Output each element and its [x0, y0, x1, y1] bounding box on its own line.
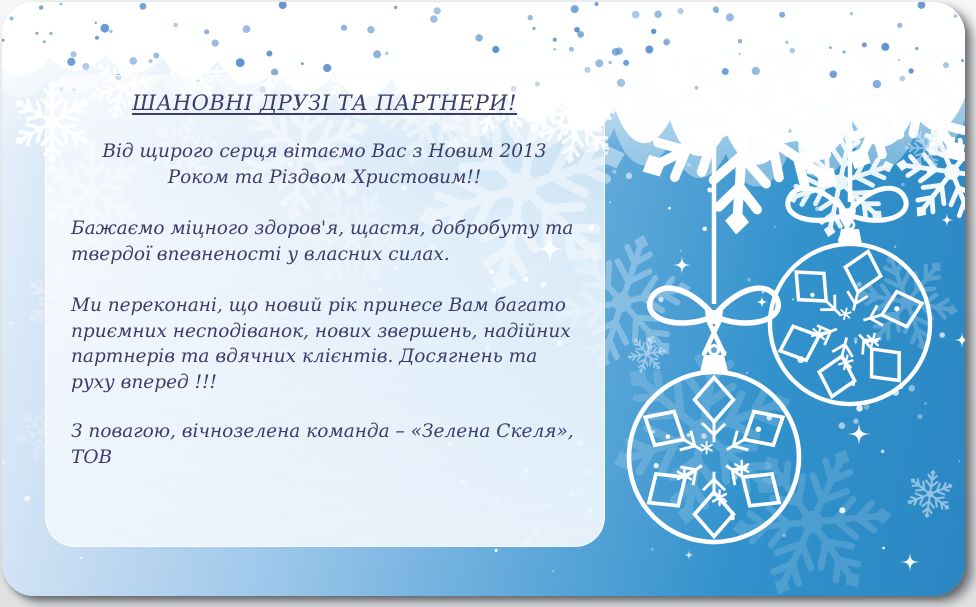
sparkle-icon: [900, 552, 920, 572]
message-panel: [45, 75, 605, 547]
paragraph-greeting: Від щирого серця вітаємо Вас з Новим 2013 Роком та Різдвом Христовим!!: [102, 141, 547, 188]
sparkle-icon: [940, 213, 954, 227]
bauble-icon: [753, 227, 947, 421]
sparkle-icon: [847, 422, 871, 446]
snowflake-icon: [903, 466, 957, 521]
card-title: ШАНОВНІ ДРУЗІ ТА ПАРТНЕРИ!: [131, 91, 517, 115]
sparkle-icon: [954, 332, 965, 348]
sparkle-icon: [672, 255, 691, 274]
paragraph-conviction: Ми переконані, що новий рік принесе Вам багато приємних несподіванок, нових звершень, надійних партнерів та вдячних клієнтів. Досягнень та руху вперед !!!: [71, 295, 571, 393]
paragraph-wishes: Бажаємо міцного здоров'я, щастя, добробуту та твердої впевненості у власних силах.: [71, 218, 574, 265]
sparkle-icon: [684, 550, 695, 561]
greeting-card: [2, 2, 965, 596]
paragraph-signature: З повагою, вічнозелена команда – «Зелена Скеля», ТОВ: [71, 421, 574, 468]
sparkle-icon: [756, 296, 769, 309]
